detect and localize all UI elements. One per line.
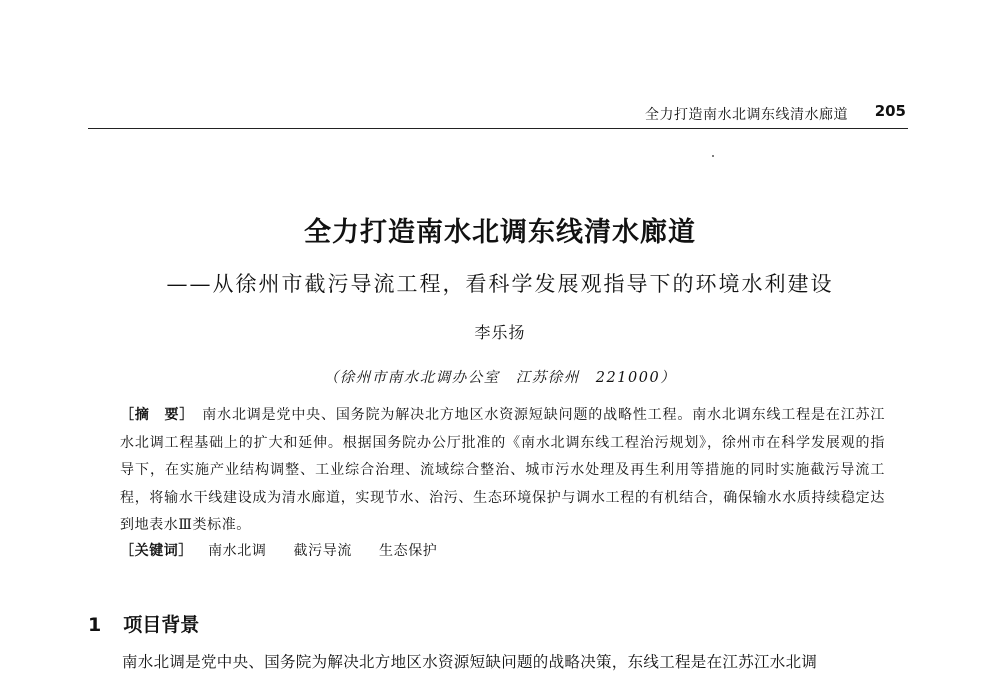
keywords-label: ［关键词］ xyxy=(120,543,193,559)
keyword: 生态保护 xyxy=(379,543,438,559)
page-number: 205 xyxy=(874,102,906,120)
body-paragraph: 南水北调是党中央、国务院为解决北方地区水资源短缺问题的战略决策，东线工程是在江苏江水北调 xyxy=(122,653,818,671)
abstract-label: ［摘 要］ xyxy=(120,407,195,423)
article-title: 全力打造南水北调东线清水廊道 xyxy=(304,217,696,248)
speck-mark xyxy=(712,155,714,157)
section-number: 1 xyxy=(88,614,102,636)
keyword: 南水北调 xyxy=(208,543,267,559)
section-heading xyxy=(88,610,199,637)
author-name: 李乐扬 xyxy=(474,323,526,342)
running-head-title: 全力打造南水北调东线清水廊道 xyxy=(645,107,848,123)
section-title: 项目背景 xyxy=(123,614,200,636)
abstract xyxy=(120,402,885,540)
abstract-text: 南水北调是党中央、国务院为解决北方地区水资源短缺问题的战略性工程。南水北调东线工程是在江苏江水北调工程基础上的扩大和延伸。根据国务院办公厅批准的《南水北调东线工程治污规划》，徐州市在科学发展观的指导下，在实施产业结构调整、工业综合治理、流域综合整治、城市污水处理及再生利用等措施的同时实施截污导流工程，将输水干线建设成为清水廊道，实现节水、治污、生态环境保护与调水工程的有机结合，确保输水水质持续稳定达到地表水Ⅲ类标准。 xyxy=(120,407,885,533)
keyword: 截污导流 xyxy=(293,543,352,559)
running-head xyxy=(88,100,908,129)
keywords xyxy=(120,540,885,560)
author-affiliation: （徐州市南水北调办公室 江苏徐州 221000） xyxy=(323,370,677,386)
article-subtitle: ——从徐州市截污导流工程，看科学发展观指导下的环境水利建设 xyxy=(166,272,834,296)
